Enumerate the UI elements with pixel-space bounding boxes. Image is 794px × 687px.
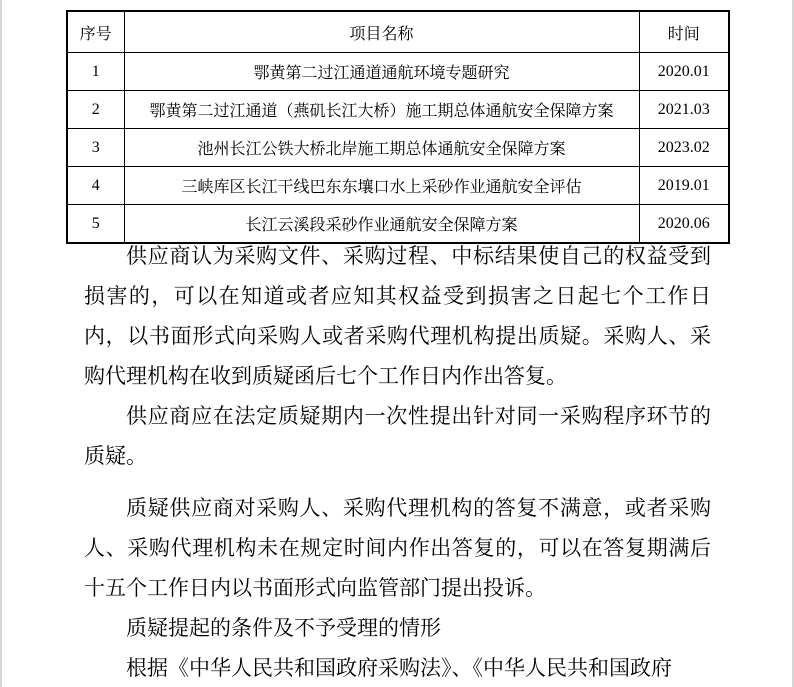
- cell-no: 1: [67, 53, 124, 91]
- cell-date: 2019.01: [639, 167, 729, 205]
- page-edge-left: [0, 0, 2, 687]
- cell-no: 3: [67, 129, 124, 167]
- cell-name: 三峡库区长江干线巴东东壤口水上采砂作业通航安全评估: [124, 167, 639, 205]
- column-header-date: 时间: [639, 11, 729, 53]
- paragraph-legal-basis: 根据《中华人民共和国政府采购法》、《中华人民共和国政府: [126, 656, 672, 680]
- table-row: [67, 91, 729, 129]
- body-text: [84, 236, 711, 687]
- cell-name: 长江云溪段采砂作业通航安全保障方案: [124, 205, 639, 244]
- cell-name: 鄂黄第二过江通道通航环境专题研究: [124, 53, 639, 91]
- table-row: [67, 53, 729, 91]
- paragraph-one-time-query: 供应商应在法定质疑期内一次性提出针对同一采购程序环节的质疑。: [84, 404, 711, 468]
- cell-no: 2: [67, 91, 124, 129]
- cell-name: 池州长江公铁大桥北岸施工期总体通航安全保障方案: [124, 129, 639, 167]
- cell-no: 4: [67, 167, 124, 205]
- table-row: [67, 129, 729, 167]
- table-row: [67, 167, 729, 205]
- paragraph-query-conditions: 质疑提起的条件及不予受理的情形: [126, 616, 441, 640]
- paragraph-complaint: 质疑供应商对采购人、采购代理机构的答复不满意，或者采购人、采购代理机构未在规定时间内作出答复的，可以在答复期满后十五个工作日内以书面形式向监管部门提出投诉。: [84, 496, 711, 600]
- cell-date: 2023.02: [639, 129, 729, 167]
- cell-name: 鄂黄第二过江通道（燕矶长江大桥）施工期总体通航安全保障方案: [124, 91, 639, 129]
- cell-date: 2020.01: [639, 53, 729, 91]
- column-header-name: 项目名称: [124, 11, 639, 53]
- cell-no: 5: [67, 205, 124, 244]
- cell-date: 2021.03: [639, 91, 729, 129]
- cell-date: 2020.06: [639, 205, 729, 244]
- table-header-row: [67, 11, 729, 53]
- project-table: [66, 10, 730, 244]
- paragraph-quiz-rights: 供应商认为采购文件、采购过程、中标结果使自己的权益受到损害的，可以在知道或者应知其权益受到损害之日起七个工作日内，以书面形式向采购人或者采购代理机构提出质疑。采购人、采购代理机构在收到质疑函后七个工作日内作出答复。: [84, 244, 711, 388]
- column-header-no: 序号: [67, 11, 124, 53]
